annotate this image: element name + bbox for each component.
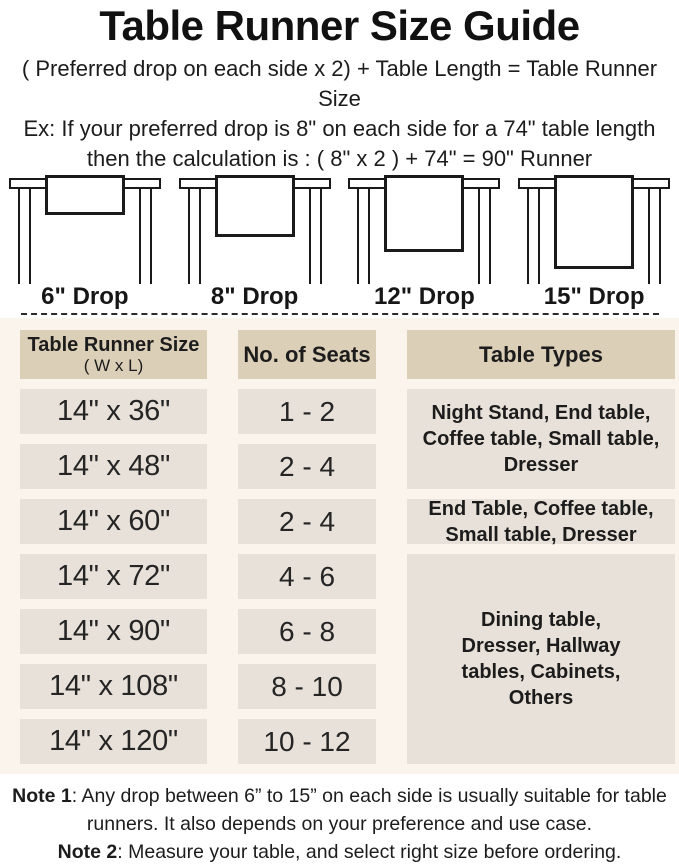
example-line-1: Ex: If your preferred drop is 8" on each side for a 74" table length — [23, 116, 656, 141]
table-row-seats: 8 - 10 — [238, 664, 376, 709]
drop-label-15: 15" Drop — [543, 283, 645, 310]
size-guide-table-section — [0, 318, 679, 774]
page-title: Table Runner Size Guide — [99, 2, 580, 49]
table-leg-icon — [139, 188, 152, 284]
table-row-size: 14" x 90" — [20, 609, 207, 654]
table-row-seats: 2 - 4 — [238, 499, 376, 544]
column-header-table-types: Table Types — [407, 330, 675, 379]
table-types-group-1: Night Stand, End table, Coffee table, Small table, Dresser — [407, 389, 675, 489]
size-guide-table — [20, 330, 679, 764]
table-figure-6in — [0, 176, 170, 284]
runner-drape-icon — [384, 175, 464, 252]
table-figure-15in — [509, 176, 679, 284]
table-leg-icon — [18, 188, 31, 284]
table-leg-icon — [527, 188, 540, 284]
table-row-seats: 10 - 12 — [238, 719, 376, 764]
column-header-runner-size: Table Runner Size ( W x L) — [20, 330, 207, 379]
table-row-size: 14" x 48" — [20, 444, 207, 489]
note-1: Note 1: Any drop between 6” to 15” on each side is usually suitable for table runners. It also depends on your preference and use case. — [12, 785, 667, 835]
table-leg-icon — [188, 188, 201, 284]
formula-text: ( Preferred drop on each side x 2) + Table Length = Table Runner Size — [21, 56, 658, 111]
runner-drape-icon — [215, 175, 295, 237]
table-row-size: 14" x 120" — [20, 719, 207, 764]
drop-label-6: 6" Drop — [41, 283, 129, 310]
table-row-seats: 2 - 4 — [238, 444, 376, 489]
runner-drape-icon — [45, 175, 125, 215]
table-leg-icon — [309, 188, 322, 284]
notes-section — [0, 774, 679, 866]
note-2: Note 2: Measure your table, and select right size before ordering. — [57, 841, 622, 863]
table-row-seats: 4 - 6 — [238, 554, 376, 599]
table-row-seats: 6 - 8 — [238, 609, 376, 654]
example-line-2: then the calculation is : ( 8" x 2 ) + 74" = 90" Runner — [86, 146, 593, 171]
header-section — [0, 0, 679, 174]
table-types-group-3: Dining table, Dresser, Hallway tables, Cabinets, Others — [407, 554, 675, 764]
runner-drape-icon — [554, 175, 634, 269]
column-header-seats: No. of Seats — [238, 330, 376, 379]
table-row-seats: 1 - 2 — [238, 389, 376, 434]
table-leg-icon — [648, 188, 661, 284]
table-leg-icon — [478, 188, 491, 284]
drop-labels-row — [0, 284, 679, 310]
drop-label-8: 8" Drop — [210, 283, 299, 310]
table-figure-8in — [170, 176, 340, 284]
dashed-divider — [21, 313, 659, 315]
table-types-group-2: End Table, Coffee table, Small table, Dresser — [407, 499, 675, 544]
drop-label-12: 12" Drop — [374, 283, 475, 310]
table-row-size: 14" x 108" — [20, 664, 207, 709]
drop-diagrams — [0, 176, 679, 284]
table-row-size: 14" x 36" — [20, 389, 207, 434]
table-row-size: 14" x 72" — [20, 554, 207, 599]
table-figure-12in — [340, 176, 510, 284]
table-leg-icon — [357, 188, 370, 284]
table-row-size: 14" x 60" — [20, 499, 207, 544]
